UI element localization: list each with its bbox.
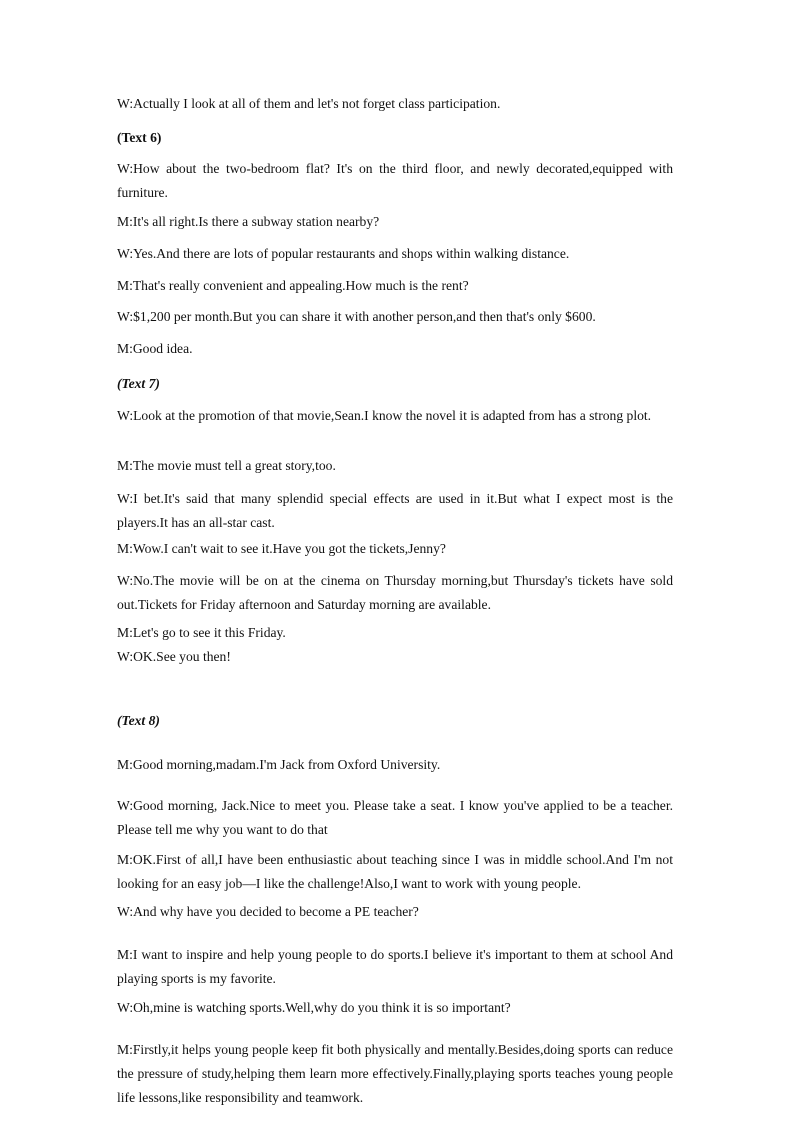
dialogue-line: M:The movie must tell a great story,too. [117,458,336,473]
dialogue-line: W:And why have you decided to become a PE teacher? [117,904,419,919]
section-heading-text-7: (Text 7) [117,376,160,391]
dialogue-line: M:Wow.I can't wait to see it.Have you got the tickets,Jenny? [117,541,446,556]
dialogue-line: W:Oh,mine is watching sports.Well,why do you think it is so important? [117,1000,511,1015]
section-heading-text-6: (Text 6) [117,130,162,145]
dialogue-line: M:Let's go to see it this Friday. [117,625,286,640]
dialogue-line: M:Firstly,it helps young people keep fit both physically and mentally.Besides,doing sports can reduce the pressure of study,helping them learn more effectively.Finally,playing sports teaches young people life lessons,like responsibility and teamwork. [117,1042,673,1105]
dialogue-line: W:Actually I look at all of them and let's not forget class participation. [117,96,501,111]
section-heading-text-8: (Text 8) [117,713,160,728]
dialogue-line: M:I want to inspire and help young people to do sports.I believe it's important to them at school And playing sports is my favorite. [117,947,673,986]
dialogue-line: W:Look at the promotion of that movie,Sean.I know the novel it is adapted from has a strong plot. [117,408,652,423]
dialogue-line: W:OK.See you then! [117,649,231,664]
dialogue-line: W:How about the two-bedroom flat? It's on the third floor, and newly decorated,equipped with furniture. [117,161,673,200]
dialogue-line: W:No.The movie will be on at the cinema on Thursday morning,but Thursday's tickets have sold out.Tickets for Friday afternoon and Saturday morning are available. [117,573,673,612]
dialogue-line: M:Good idea. [117,341,193,356]
dialogue-line: W:I bet.It's said that many splendid special effects are used in it.But what I expect most is the players.It has an all-star cast. [117,491,673,530]
dialogue-line: M:It's all right.Is there a subway station nearby? [117,214,380,229]
dialogue-line: W:Good morning, Jack.Nice to meet you. Please take a seat. I know you've applied to be a teacher. Please tell me why you want to do that [117,798,673,837]
dialogue-line: W:Yes.And there are lots of popular restaurants and shops within walking distance. [117,246,570,261]
dialogue-line: M:That's really convenient and appealing.How much is the rent? [117,278,469,293]
dialogue-line: W:$1,200 per month.But you can share it with another person,and then that's only $600. [117,309,596,324]
dialogue-line: M:Good morning,madam.I'm Jack from Oxford University. [117,757,441,772]
dialogue-line: M:OK.First of all,I have been enthusiastic about teaching since I was in middle school.And I'm not looking for an easy job—I like the challenge!Also,I want to work with young people. [117,852,673,891]
